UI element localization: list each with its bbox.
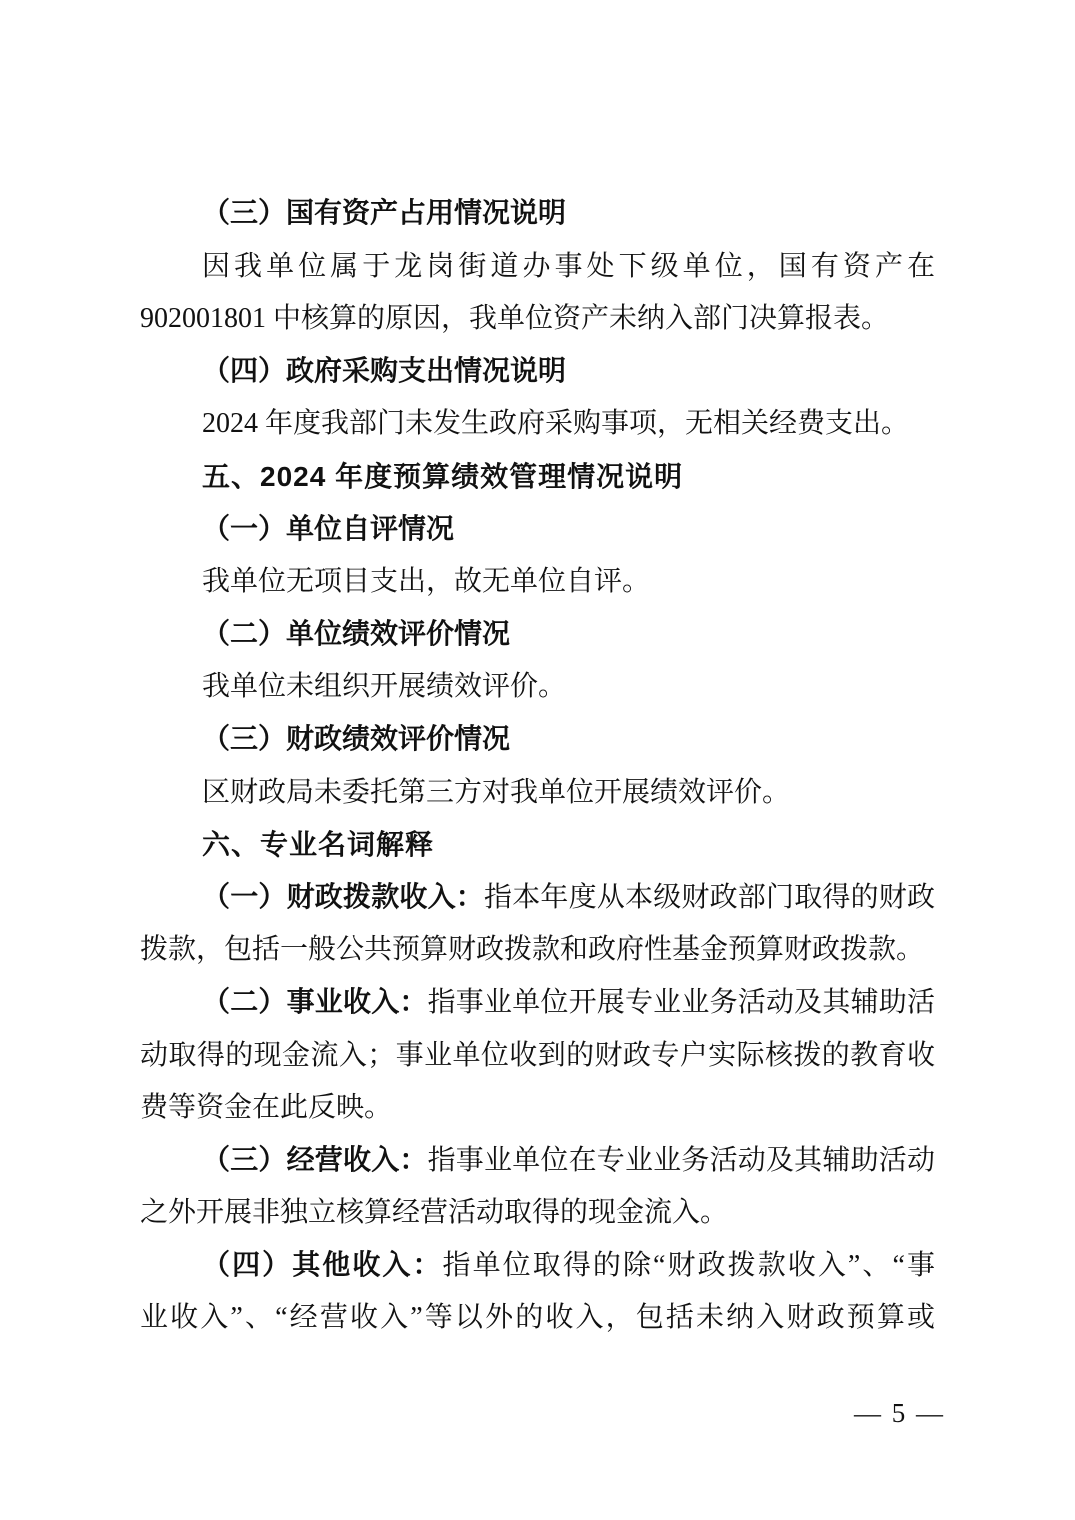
- text-line: [140, 872, 935, 925]
- text-segment: （三）国有资产占用情况说明: [202, 198, 567, 229]
- text-segment: （四）政府采购支出情况说明: [202, 355, 567, 387]
- text-line: [140, 1135, 935, 1188]
- text-segment: （一）单位自评情况: [202, 513, 455, 545]
- text-segment: 动取得的现金流入；事业单位收到的财政专户实际核拨的教育收: [140, 1039, 935, 1071]
- text-segment: 我单位未组织开展绩效评价。: [202, 671, 567, 703]
- text-line: [140, 188, 935, 241]
- text-line: [140, 241, 935, 294]
- text-line: [140, 609, 935, 662]
- text-segment: 902001801 中核算的原因，我单位资产未纳入部门决算报表。: [140, 303, 890, 335]
- text-line: [140, 1240, 935, 1293]
- text-line: [140, 1082, 935, 1135]
- text-segment: 五、2024 年度预算绩效管理情况说明: [202, 460, 684, 492]
- text-segment: （三）经营收入：: [202, 1144, 428, 1176]
- text-segment: 因我单位属于龙岗街道办事处下级单位，国有资产在: [202, 250, 935, 282]
- text-line: [140, 661, 935, 714]
- text-line: [140, 556, 935, 609]
- page-number: — 5 —: [854, 1398, 945, 1428]
- text-line: [140, 767, 935, 820]
- text-segment: 2024 年度我部门未发生政府采购事项，无相关经费支出。: [202, 408, 910, 440]
- text-line: [140, 924, 935, 977]
- text-line: [140, 293, 935, 346]
- text-segment: 指本年度从本级财政部门取得的财政: [484, 881, 935, 913]
- text-line: [140, 346, 935, 399]
- text-segment: 业收入”、“经营收入”等以外的收入，包括未纳入财政预算或: [140, 1302, 935, 1334]
- document-body: [140, 188, 935, 1345]
- text-segment: 六、专业名词解释: [202, 829, 435, 861]
- text-segment: （一）财政拨款收入：: [202, 881, 484, 913]
- text-segment: 指单位取得的除“财政拨款收入”、“事: [442, 1249, 935, 1281]
- text-segment: 区财政局未委托第三方对我单位开展绩效评价。: [202, 776, 791, 808]
- text-line: [140, 977, 935, 1030]
- text-segment: 拨款，包括一般公共预算财政拨款和政府性基金预算财政拨款。: [140, 934, 925, 966]
- text-line: [140, 1292, 935, 1345]
- text-line: [140, 714, 935, 767]
- text-segment: （四）其他收入：: [202, 1249, 443, 1281]
- text-line: [140, 398, 935, 451]
- text-segment: （二）单位绩效评价情况: [202, 618, 511, 650]
- section-heading-line: [140, 451, 935, 504]
- text-segment: 我单位无项目支出，故无单位自评。: [202, 566, 651, 598]
- text-segment: （二）事业收入：: [202, 986, 428, 1018]
- text-segment: 指事业单位开展专业业务活动及其辅助活: [427, 986, 935, 1018]
- text-line: [140, 1187, 935, 1240]
- text-segment: 之外开展非独立核算经营活动取得的现金流入。: [140, 1197, 729, 1229]
- text-segment: （三）财政绩效评价情况: [202, 723, 511, 755]
- text-segment: 费等资金在此反映。: [140, 1092, 393, 1124]
- text-line: [140, 1030, 935, 1083]
- text-line: [140, 504, 935, 557]
- text-segment: 指事业单位在专业业务活动及其辅助活动: [427, 1144, 935, 1176]
- section-heading-line: [140, 819, 935, 872]
